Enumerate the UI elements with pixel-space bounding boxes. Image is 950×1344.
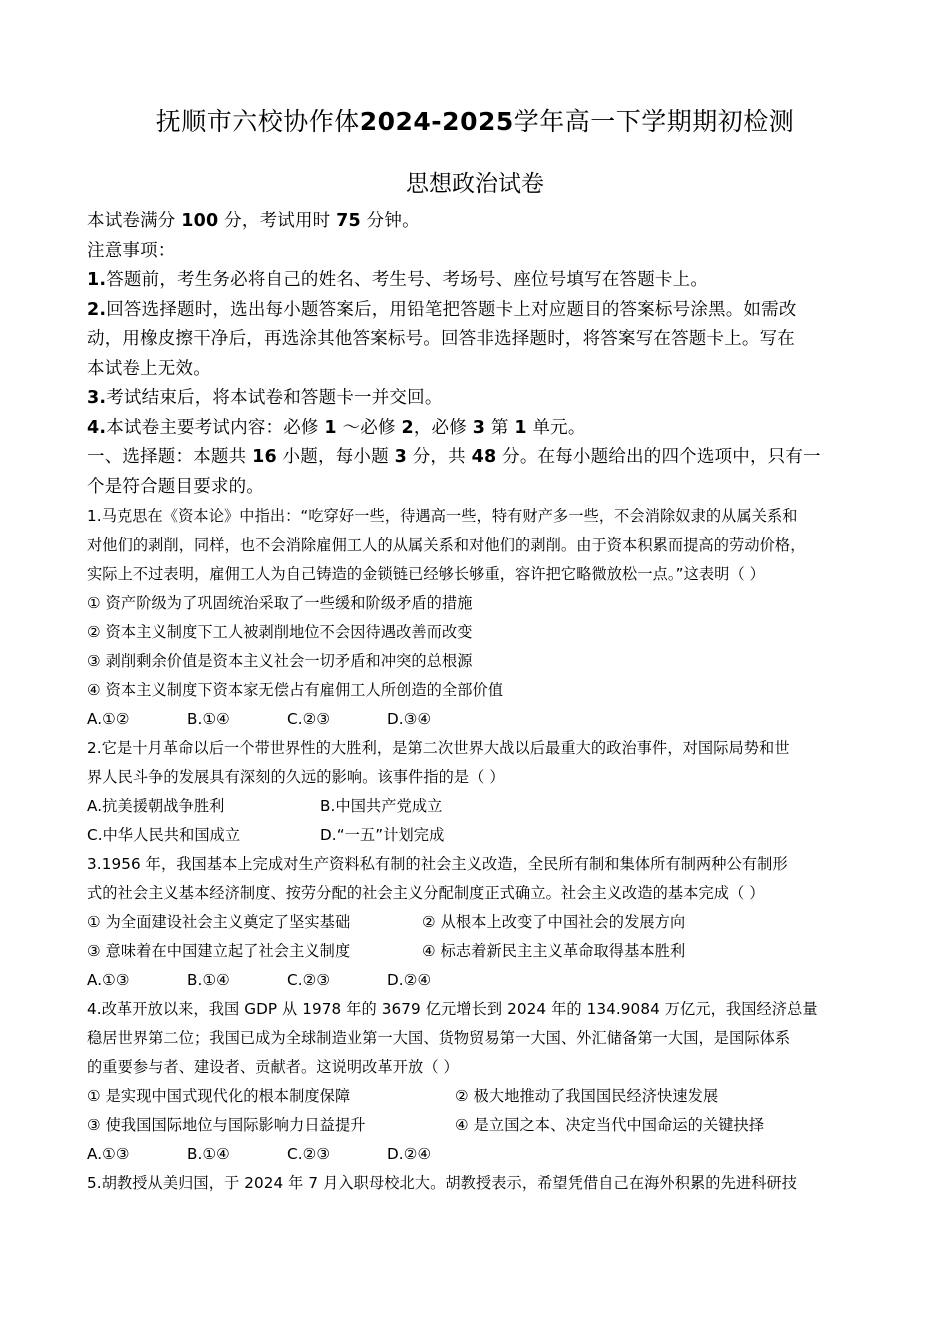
option-a[interactable]: A.①③ <box>87 971 130 989</box>
exam-subtitle: 思想政治试卷 <box>406 171 544 197</box>
question-text: 2.它是十月革命以后一个带世界性的大胜利，是第二次世界大战以后最重大的政治事件，对国际局势和世 <box>87 739 790 757</box>
option-c[interactable]: C.②③ <box>287 971 331 989</box>
section-heading-cont: 个是符合题目要求的。 <box>87 476 264 497</box>
option-a[interactable]: A.①② <box>87 710 130 728</box>
option-c[interactable]: C.中华人民共和国成立 <box>87 826 241 844</box>
question-1 <box>87 502 887 734</box>
exam-title: 抚顺市六校协作体2024-2025学年高一下学期期初检测 <box>155 107 795 136</box>
option-d[interactable]: D.③④ <box>387 710 432 728</box>
option-b[interactable]: B.①④ <box>187 1145 230 1163</box>
statement: ② 极大地推动了我国国民经济快速发展 <box>455 1087 719 1105</box>
statement: ① 资产阶级为了巩固统治采取了一些缓和阶级矛盾的措施 <box>87 594 473 612</box>
statement: ② 资本主义制度下工人被剥削地位不会因待遇改善而改变 <box>87 623 473 641</box>
answer-options <box>87 705 887 734</box>
intro-line: 本试卷满分 100 分，考试用时 75 分钟。 <box>87 211 420 231</box>
statement: ③ 使我国国际地位与国际影响力日益提升 <box>87 1116 366 1134</box>
notice-heading: 注意事项： <box>87 240 176 261</box>
question-text: 界人民斗争的发展具有深刻的久远的影响。该事件指的是（ ） <box>87 768 505 786</box>
statement: ③ 意味着在中国建立起了社会主义制度 <box>87 942 351 960</box>
question-5 <box>87 1169 887 1198</box>
question-2 <box>87 734 887 850</box>
option-b[interactable]: B.①④ <box>187 971 230 989</box>
option-b[interactable]: B.①④ <box>187 710 230 728</box>
question-3 <box>87 850 887 995</box>
option-d[interactable]: D.②④ <box>387 971 432 989</box>
question-text: 的重要参与者、建设者、贡献者。这说明改革开放（ ） <box>87 1058 459 1076</box>
notice-item-1: 1.答题前，考生务必将自己的姓名、考生号、考场号、座位号填写在答题卡上。 <box>87 270 709 290</box>
option-a[interactable]: A.抗美援朝战争胜利 <box>87 797 225 815</box>
exam-body <box>87 207 887 1198</box>
question-text: 5.胡教授从美归国，于 2024 年 7 月入职母校北大。胡教授表示，希望凭借自己在海外积累的先进科研技 <box>87 1174 798 1192</box>
option-b[interactable]: B.中国共产党成立 <box>320 797 443 815</box>
option-d[interactable]: D.“一五”计划完成 <box>320 826 445 844</box>
statement: ① 为全面建设社会主义奠定了坚实基础 <box>87 913 351 931</box>
statement: ④ 资本主义制度下资本家无偿占有雇佣工人所创造的全部价值 <box>87 681 504 699</box>
option-c[interactable]: C.②③ <box>287 710 331 728</box>
question-text: 3.1956 年，我国基本上完成对生产资料私有制的社会主义改造，全民所有制和集体所有制两种公有制形 <box>87 855 788 873</box>
option-d[interactable]: D.②④ <box>387 1145 432 1163</box>
question-text: 1.马克思在《资本论》中指出：“吃穿好一些，待遇高一些，特有财产多一些，不会消除奴隶的从属关系和 <box>87 507 798 525</box>
answer-options <box>87 821 887 850</box>
question-text: 式的社会主义基本经济制度、按劳分配的社会主义分配制度正式确立。社会主义改造的基本完成（ ） <box>87 884 765 902</box>
question-text: 实际上不过表明，雇佣工人为自己铸造的金锁链已经够长够重，容许把它略微放松一点。”这表明（ ） <box>87 565 765 583</box>
statement: ④ 标志着新民主主义革命取得基本胜利 <box>422 942 686 960</box>
statement-row <box>87 1082 887 1111</box>
statement: ① 是实现中国式现代化的根本制度保障 <box>87 1087 351 1105</box>
statement: ④ 是立国之本、决定当代中国命运的关键抉择 <box>455 1116 765 1134</box>
notice-item-3: 3.考试结束后，将本试卷和答题卡一并交回。 <box>87 388 443 408</box>
question-4 <box>87 995 887 1169</box>
option-a[interactable]: A.①③ <box>87 1145 130 1163</box>
answer-options <box>87 966 887 995</box>
question-text: 对他们的剥削，同样，也不会消除雇佣工人的从属关系和对他们的剥削。由于资本积累而提高的劳动价格， <box>87 536 806 554</box>
question-text: 4.改革开放以来，我国 GDP 从 1978 年的 3679 亿元增长到 2024 年的 134.9084 万亿元，我国经济总量 <box>87 1000 818 1018</box>
answer-options <box>87 792 887 821</box>
notice-item-2-end: 本试卷上无效。 <box>87 358 211 379</box>
statement-row <box>87 937 887 966</box>
question-text: 稳居世界第二位；我国已成为全球制造业第一大国、货物贸易第一大国、外汇储备第一大国，是国际体系 <box>87 1029 791 1047</box>
option-c[interactable]: C.②③ <box>287 1145 331 1163</box>
notice-item-2-cont: 动，用橡皮擦干净后，再选涂其他答案标号。回答非选择题时，将答案写在答题卡上。写在 <box>87 329 795 349</box>
statement-row <box>87 1111 887 1140</box>
statement: ② 从根本上改变了中国社会的发展方向 <box>422 913 686 931</box>
answer-options <box>87 1140 887 1169</box>
notice-item-4: 4.本试卷主要考试内容：必修 1 ～必修 2，必修 3 第 1 单元。 <box>87 417 586 438</box>
section-heading: 一、选择题：本题共 16 小题，每小题 3 分，共 48 分。在每小题给出的四个选项中，只有一 <box>87 447 821 467</box>
statement: ③ 剥削剩余价值是资本主义社会一切矛盾和冲突的总根源 <box>87 652 473 670</box>
notice-item-2: 2.回答选择题时，选出每小题答案后，用铅笔把答题卡上对应题目的答案标号涂黑。如需改 <box>87 299 797 320</box>
statement-row <box>87 908 887 937</box>
